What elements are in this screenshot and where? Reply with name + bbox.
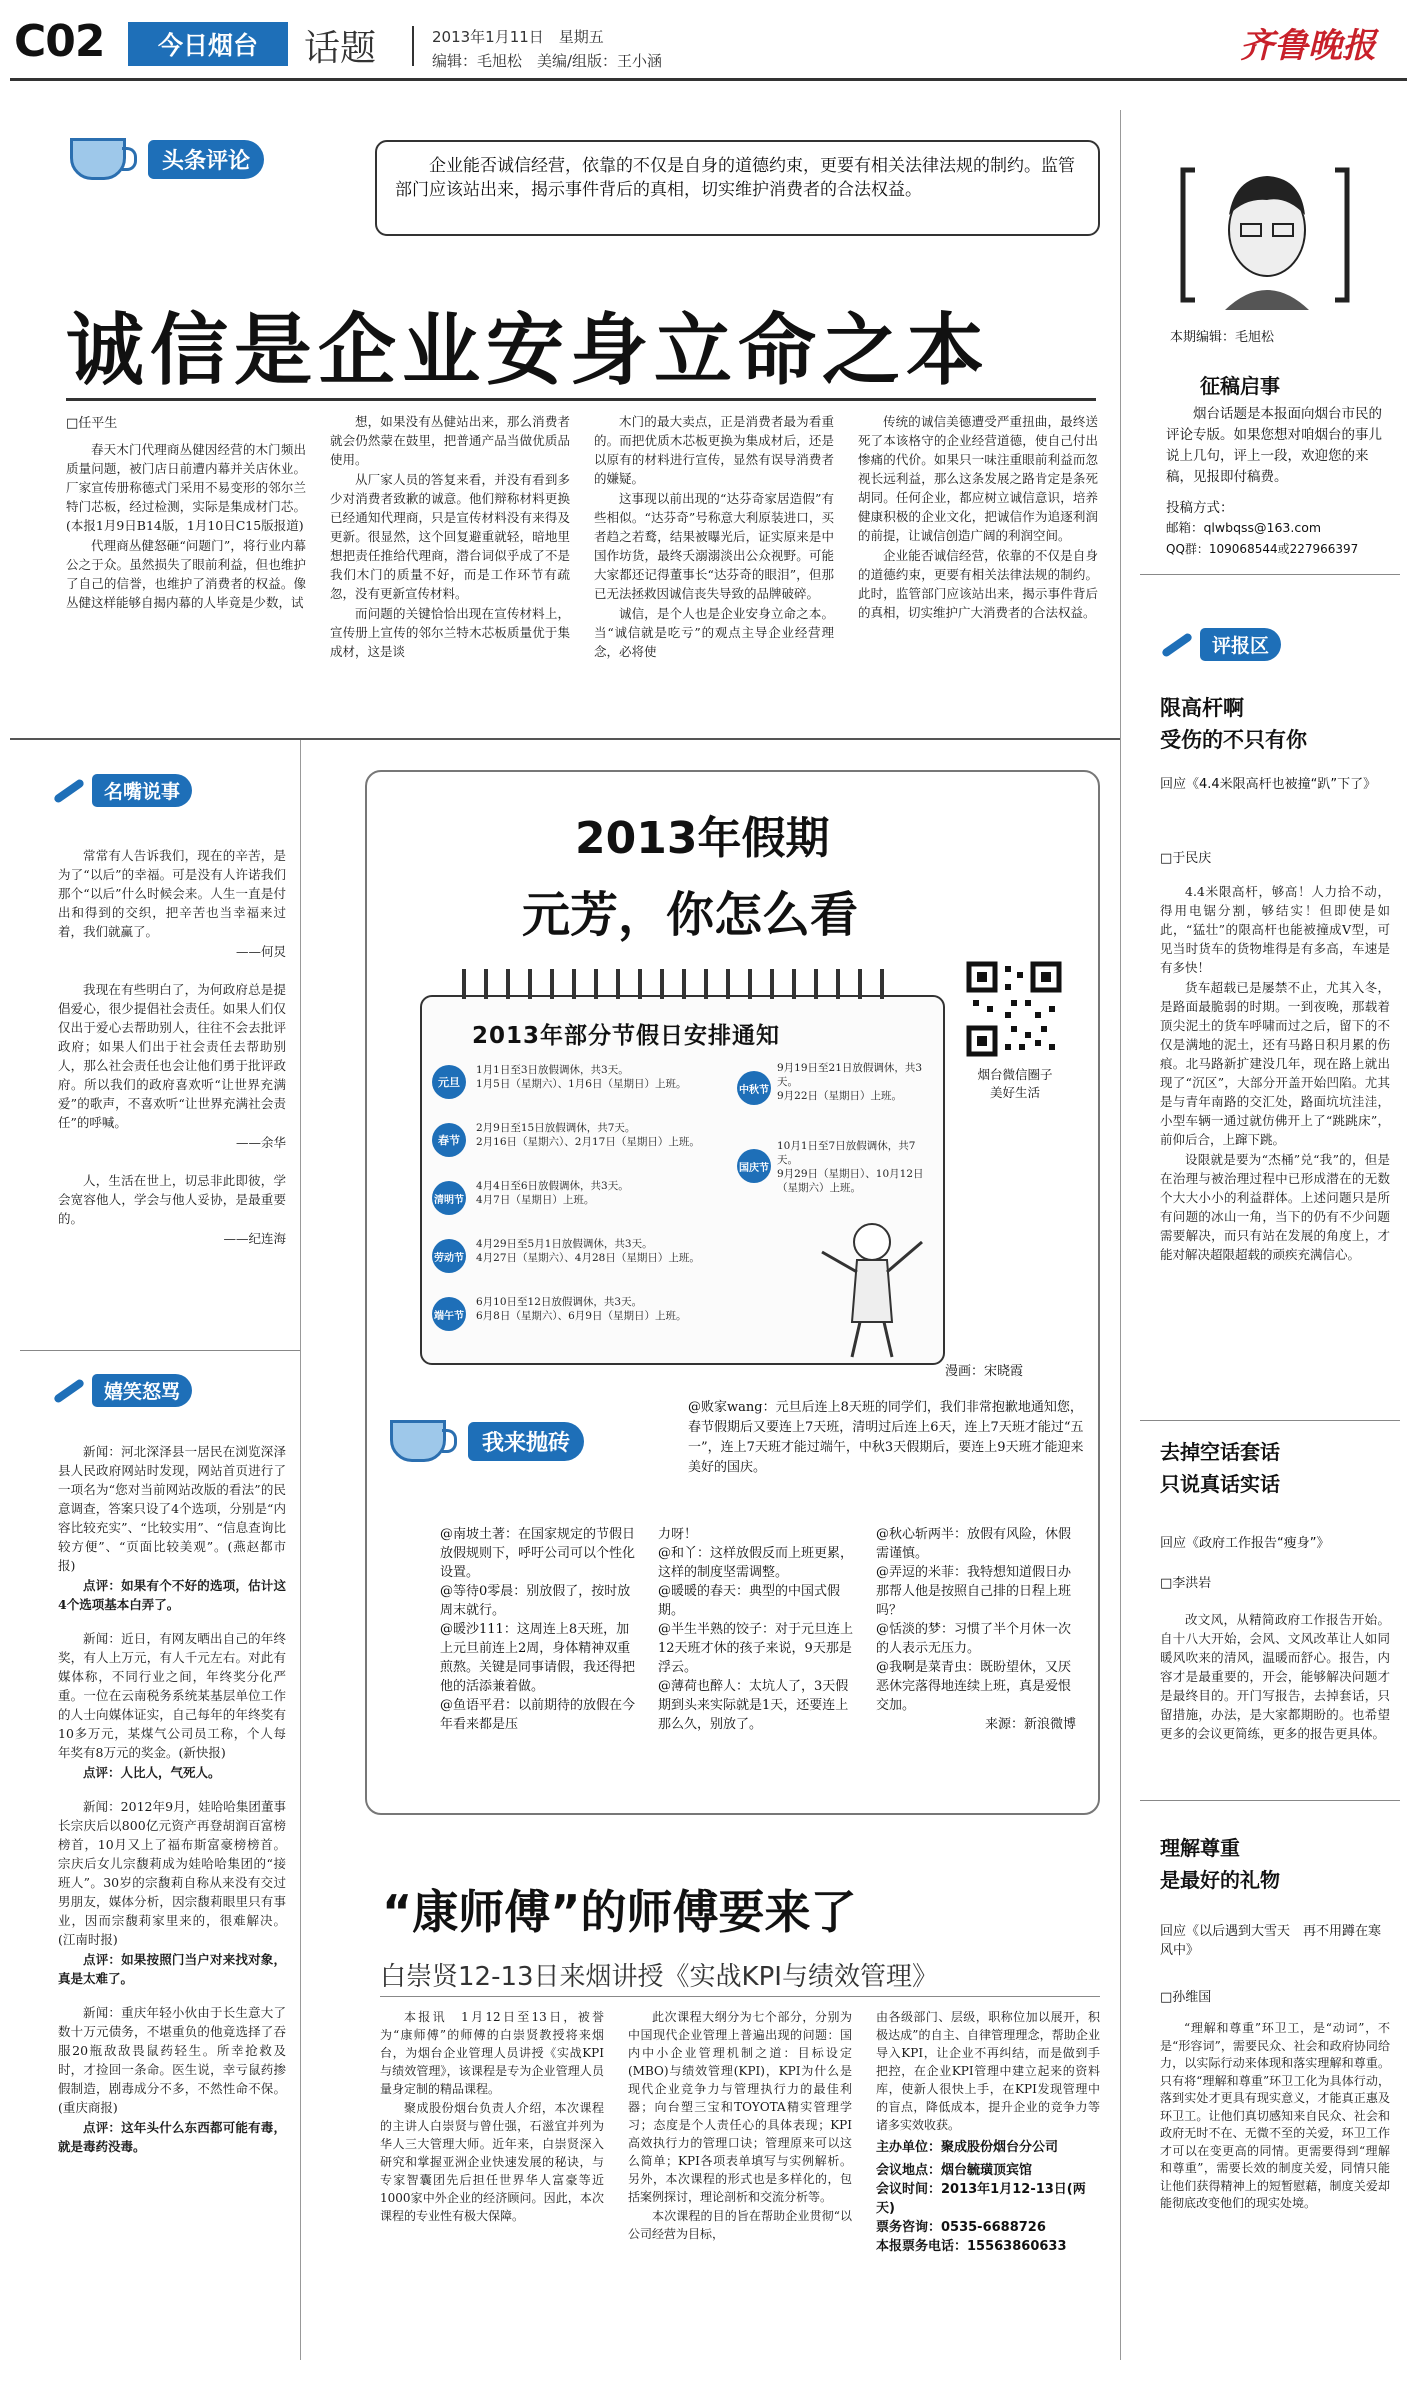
coffee-cup-icon bbox=[390, 1420, 446, 1462]
lead-column-2 bbox=[330, 412, 570, 662]
holiday-list-left bbox=[432, 1059, 732, 1359]
page-number: C02 bbox=[14, 16, 105, 67]
weibo-reply: @南坡土著：在国家规定的节假日放假规则下，呼吁公司可以个性化设置。 bbox=[440, 1527, 636, 1580]
holiday-line: 9月22日（星期日）上班。 bbox=[777, 1090, 903, 1102]
paragraph: 本报讯 1月12日至13日，被誉为“康师傅”的师傅的白崇贤教授将来烟台，为烟台企业管理人员讲授《实战KPI与绩效管理》，该课程是专为企业管理人员量身定制的精品课程。 bbox=[380, 2010, 604, 2096]
holiday-badge: 元旦 bbox=[432, 1065, 466, 1099]
paragraph: “理解和尊重”环卫工，是“动词”，不是“形容词”，需要民众、社会和政府协同给力，以实际行动来体现和落实理解和尊重。只有将“理解和尊重”环卫工化为具体行动，落到实处才更具有现实意义，才能真正惠及环卫工。让他们真切感知来自民众、社会和政府无时不在、无微不至的关爱，环卫工作才可以在变更高的同情。更需要得到“理解和尊重”，需要长效的制度关爱，同情只能让他们获得精神上的短暂慰藉，制度关爱却能彻底改变他们的现实处境。 bbox=[1160, 2021, 1390, 2210]
ad-title: “康师傅”的师傅要来了 bbox=[382, 1885, 857, 1939]
holiday-line: 9月19日至21日放假调休，共3天。 bbox=[777, 1062, 923, 1088]
lead-summary: 企业能否诚信经营，依靠的不仅是自身的道德约束，更要有相关法律法规的制约。监管部门应该站出来，揭示事件背后的真相，切实维护消费者的合法权益。 bbox=[395, 156, 1075, 200]
lead-column-4 bbox=[858, 412, 1098, 623]
review-2-title: 去掉空话套话 只说真话实话 bbox=[1160, 1440, 1280, 1496]
xx-items bbox=[58, 1442, 286, 2157]
holiday-line: 6月10日至12日放假调休，共3天。 bbox=[476, 1296, 643, 1308]
paragraph: 木门的最大卖点，正是消费者最为看重的。而把优质木芯板更换为集成材后，还是以原有的材料进行宣传，显然有误导消费者的嫌疑。 bbox=[594, 414, 834, 486]
ad-column-1 bbox=[380, 2008, 604, 2226]
cartoon-figure-icon bbox=[802, 1212, 942, 1362]
holiday-line: 4月4日至6日放假调休，共3天。 bbox=[476, 1180, 629, 1192]
xx-label-text: 嬉笑怒骂 bbox=[92, 1374, 192, 1407]
pen-icon bbox=[1161, 631, 1193, 657]
holiday-card-title: 2013年部分节假日安排通知 bbox=[472, 1023, 781, 1049]
call-text: 烟台话题是本报面向烟台市民的评论专版。如果您想对咱烟台的事儿说上几句，评上一段，欢迎您的来稿，见报即付稿费。 bbox=[1166, 406, 1382, 485]
coffee-cup-icon bbox=[70, 138, 126, 180]
masthead-logo: 齐鲁晚报 bbox=[1240, 26, 1376, 66]
review-3-ref: 回应《以后遇到大雪天 再不用蹲在寒风中》 bbox=[1160, 1924, 1382, 1958]
paragraph: 这事现以前出现的“达芬奇家居造假”有些相似。“达芬奇”号称意大利原装进口，买者趋之若鹜，结果被曝光后，证实原来是中国作坊货，最终夭溺溺淡出公众视野。可能大家都还记得董事长“达芬奇的眼泪”，但那已无法拯救因诚信丧失导致的品牌破碎。 bbox=[594, 491, 834, 601]
lead-summary-box bbox=[375, 140, 1100, 236]
ad-tickets: 票务咨询：0535-6688726 bbox=[876, 2220, 1046, 2235]
holiday-line: 4月27日（星期六）、4月28日（星期日）上班。 bbox=[476, 1252, 700, 1264]
call-title: 征稿启事 bbox=[1200, 374, 1280, 398]
weibo-reply: @薄荷也醉人：太坑人了，3天假期到头来实际就是1天，还要连上那么久，别放了。 bbox=[658, 1679, 849, 1732]
review-label-text: 评报区 bbox=[1200, 628, 1281, 661]
ad-subtitle: 白崇贤12-13日来烟讲授《实战KPI与绩效管理》 bbox=[380, 1962, 938, 1992]
quote-signature: ——纪连海 bbox=[223, 1231, 286, 1246]
holiday-badge: 劳动节 bbox=[432, 1239, 466, 1273]
editor-portrait bbox=[1175, 160, 1355, 310]
holiday-line: 9月29日（星期日）、10月12日（星期六）上班。 bbox=[777, 1168, 924, 1194]
holiday-line: 6月8日（星期六）、6月9日（星期日）上班。 bbox=[476, 1310, 687, 1322]
news-text: 新闻：近日，有网友晒出自己的年终奖，有人上万元，有人千元左右。对此有媒体称，不同行业之间，年终奖分化严重。一位在云南税务系统某基层单位工作的人士向媒体证实，自己每年的年终奖有10多万元，某煤气公司员工称，个人每年奖有8万元的奖金。(新快报) bbox=[58, 1631, 286, 1760]
news-text: 新闻：2012年9月，娃哈哈集团董事长宗庆后以800亿元资产再登胡润百富榜榜首，10月又上了福布斯富豪榜榜首。宗庆后女儿宗馥莉成为娃哈哈集团的“接班人”。30岁的宗馥莉自称从来没有交过男朋友，媒体分析，因宗馥莉眼里只有事业，因而宗馥莉家里来的，很难解决。(江南时报) bbox=[58, 1799, 286, 1947]
pen-icon bbox=[53, 777, 85, 803]
xx-label bbox=[52, 1374, 192, 1407]
editor-caption: 本期编辑：毛旭松 bbox=[1170, 330, 1275, 345]
contact-email[interactable]: 邮箱：qlwbqss@163.com bbox=[1166, 520, 1322, 535]
ad-phone: 本报票务电话：15563860633 bbox=[876, 2239, 1067, 2254]
news-comment: 点评：如果按照门当户对来找对象，真是太难了。 bbox=[58, 1952, 286, 1986]
paragraph: 诚信，是个人也是企业安身立命之本。当“诚信就是吃亏”的观点主导企业经营理念，必将使 bbox=[594, 606, 834, 659]
mz-quotes bbox=[58, 846, 286, 1249]
holiday-card bbox=[420, 995, 945, 1365]
news-text: 新闻：重庆年轻小伙由于长生意大了数十万元债务，不堪重负的他竟选择了吞服20瓶敌敌畏鼠药轻生。所幸抢救及时，才捡回一条命。医生说，幸亏鼠药掺假制造，剧毒成分不多，不然性命不保。(重庆商报) bbox=[58, 2005, 286, 2115]
feature-title-2: 元芳，你怎么看 bbox=[522, 887, 859, 943]
news-comment: 点评：这年头什么东西都可能有毒，就是毒药没毒。 bbox=[58, 2120, 286, 2154]
wlpz-intro: @败家wang：元旦后连上8天班的同学们，我们非常抱歉地通知您，春节假期后又要连上7天班，清明过后连上6天，连上7天班才能过“五一”，连上7天班才能过端午，中秋3天假期后，要连上9天班才能迎来美好的国庆。 bbox=[688, 1400, 1084, 1475]
weibo-reply: @鱼语平君：以前期待的放假在今年看来都是压 bbox=[440, 1698, 636, 1732]
weibo-reply: @暖沙111：这周连上8天班，加上元旦前连上2周，身体精神双重煎熬。关键是同事请假，我还得把他的活添兼着做。 bbox=[440, 1622, 636, 1694]
ad-time: 会议时间：2013年1月12-13日(两天) bbox=[876, 2182, 1086, 2216]
wlpz-label bbox=[390, 1420, 584, 1462]
ring-binder bbox=[462, 969, 902, 999]
review-2-author: □李洪岩 bbox=[1160, 1576, 1212, 1591]
contact-title: 投稿方式： bbox=[1166, 500, 1234, 516]
review-1-ref: 回应《4.4米限高杆也被撞“趴”下了》 bbox=[1160, 777, 1377, 792]
holiday-badge: 清明节 bbox=[432, 1181, 466, 1215]
paragraph: 想，如果没有丛健站出来，那么消费者就会仍然蒙在鼓里，把普通产品当做优质品使用。 bbox=[330, 414, 570, 467]
mz-label bbox=[52, 774, 192, 807]
paragraph: 由各级部门、层级，职称位加以展开，积极达成”的自主、自律管理理念，帮助企业导入KPI，让企业不再纠结，而是做到手把控，在企业KPI管理中建立起来的资料库，使新人很快上手，在KPI发现管理中的盲点，降低成本，提升企业的竞争力等诸多实效收获。 bbox=[876, 2010, 1100, 2132]
weibo-column-1 bbox=[440, 1525, 640, 1734]
review-2-ref: 回应《政府工作报告“瘦身”》 bbox=[1160, 1536, 1330, 1551]
review-3-author: □孙维国 bbox=[1160, 1990, 1212, 2005]
review-1-author: □于民庆 bbox=[1160, 851, 1212, 866]
paragraph: 传统的诚信美德遭受严重扭曲，最终送死了本该格守的企业经营道德，使自己付出惨痛的代价。如果只一味注重眼前利益而忽视长远利益，那么这条发展之路肯定是条死胡同。任何企业，都应树立诚信意识，培养健康积极的企业文化，把诚信作为追逐利润的前提，让诚信创造广阔的利润空间。 bbox=[858, 414, 1098, 543]
review-1-title: 限高杆啊 受伤的不只有你 bbox=[1160, 696, 1307, 752]
weibo-reply: @和丫：这样放假反而上班更累，这样的制度坚需调整。 bbox=[658, 1546, 854, 1580]
lead-column-3 bbox=[594, 412, 834, 662]
paragraph: 4.4米限高杆，够高！人力拾不动，得用电锯分割，够结实！但即使是如此，“猛壮”的限高杆也能被撞成V型，可见当时货车的货物堆得是有多高，车速是有多快！ bbox=[1160, 884, 1390, 975]
weibo-reply: @暖暖的春天：典型的中国式假期。 bbox=[658, 1584, 841, 1618]
paragraph: 此次课程大纲分为七个部分，分别为中国现代企业管理上普遍出现的问题：国内中小企业管理机制之道：目标设定(MBO)与绩效管理(KPI)，KPI为什么是现代企业竞争力与管理执行力的最佳利器；向台塑三宝和TOYOTA精实管理学习；态度是个人责任心的具体表现；KPI高效执行力的管理口诀；管理原来可以这么简单；KPI各项表单填写与实例解析。另外，本次课程的形式也是多样化的，包括案例探讨，理论剖析和交流分析等。 bbox=[628, 2010, 852, 2204]
wlpz-label-text: 我来抛砖 bbox=[468, 1422, 584, 1461]
paragraph: 代理商丛健怒砸“问题门”，将行业内幕公之于众。虽然损失了眼前利益，但也维护了自己的信誉，也维护了消费者的权益。像丛健这样能够自揭内幕的人毕竟是少数，试 bbox=[66, 538, 306, 610]
review-label bbox=[1160, 628, 1281, 661]
weibo-reply: @半生半熟的饺子：对于元旦连上12天班才休的孩子来说，9天那是浮云。 bbox=[658, 1622, 854, 1675]
review-3-title: 理解尊重 是最好的礼物 bbox=[1160, 1836, 1280, 1892]
ad-column-2 bbox=[628, 2008, 852, 2244]
holiday-line: 10月1日至7日放假调休，共7天。 bbox=[777, 1140, 916, 1166]
ad-column-3 bbox=[876, 2008, 1100, 2256]
topic-name: 话题 bbox=[304, 28, 377, 69]
holiday-list-right bbox=[737, 1059, 937, 1209]
issue-editors: 编辑：毛旭松 美编/组版：王小涵 bbox=[432, 52, 663, 70]
news-comment: 点评：如果有个不好的选项，估计这4个选项基本白弄了。 bbox=[58, 1578, 286, 1612]
quote-text: 我现在有些明白了，为何政府总是提倡爱心，很少提倡社会责任。如果人们仅仅出于爱心去帮助别人，往往不会去批评政府；如果人们出于社会责任去帮助别人，那么社会责任也会让他们勇于批评政府。所以我们的政府喜欢听“让世界充满爱”的歌声，不喜欢听“让世界充满社会责任”的呼喊。 bbox=[58, 982, 286, 1130]
review-2-body bbox=[1160, 1610, 1390, 1744]
paragraph: 春天木门代理商丛健因经营的木门频出质量问题，被门店日前遭内幕并关店休业。厂家宣传册称德式门采用不易变形的邻尔兰特门芯板，经过检测，实际是集成材门芯。(本报1月9日B14版，1月10日C15版报道) bbox=[66, 442, 306, 533]
qr-caption: 烟台微信圈子 美好生活 bbox=[977, 1067, 1053, 1100]
paragraph: 聚成股份烟台负责人介绍，本次课程的主讲人白崇贤与曾仕强，石滋宜并列为华人三大管理大师。近年来，白崇贤深入研究和掌握亚洲企业快速发展的秘诀，与专家智囊团先后担任世界华人富豪等近1000家中外企业的经济顾问。因此，本次课程的专业性有极大保障。 bbox=[380, 2101, 604, 2223]
weibo-reply: @等待0零晨：别放假了，按时放周末就行。 bbox=[440, 1584, 631, 1618]
page-header bbox=[0, 0, 1417, 78]
quote-text: 人，生活在世上，切忌非此即彼，学会宽容他人，学会与他人妥协，是最重要的。 bbox=[58, 1173, 286, 1226]
holiday-line: 4月7日（星期日）上班。 bbox=[476, 1194, 595, 1206]
ad-host: 主办单位：聚成股份烟台分公司 bbox=[876, 2140, 1059, 2155]
holiday-line: 1月1日至3日放假调休，共3天。 bbox=[476, 1064, 629, 1076]
lead-author: □任平生 bbox=[66, 416, 118, 431]
review-1-body bbox=[1160, 882, 1390, 1265]
holiday-line: 2月9日至15日放假调休，共7天。 bbox=[476, 1122, 636, 1134]
cartoon-credit: 漫画：宋晓霞 bbox=[945, 1364, 1024, 1379]
holiday-badge: 国庆节 bbox=[737, 1149, 771, 1183]
paragraph: 货车超载已是屡禁不止，尤其入冬，是路面最脆弱的时期。一到夜晚，那载着顶尖泥土的货车呼啸而过之后，留下的不仅是满地的泥土，还有马路日积月累的伤痕。北马路新扩建没几年，现在路上就出现了“沉区”，大部分开盖开始凹陷。尤其是与青年南路的交汇处，路面坑坑洼洼，小型车辆一通过就仿佛开上了“跳跳床”，前仰后合，上蹿下跳。 bbox=[1160, 980, 1390, 1147]
weibo-reply: @弄逗的米菲：我特想知道假日办那帮人他是按照自己排的日程上班吗？ bbox=[876, 1565, 1072, 1618]
weibo-reply: @我啊是菜青虫：既盼望休，又厌恶休完落得地连续上班，真是爱恨交加。 bbox=[876, 1660, 1072, 1713]
paragraph: 设限就是要为“杰桶”兑“我”的，但是在治理与被治理过程中已形成潜在的无数个大大小小的利益群体。上述问题只是所有问题的冰山一角，当下的仍有不少问题需要解决，而只有站在发展的角度上，才能对解决超限超载的顽疾充满信心。 bbox=[1160, 1152, 1390, 1262]
paragraph: 而问题的关键恰恰出现在宣传材料上，宣传册上宣传的邻尔兰特木芯板质量优于集成材，这是谈 bbox=[330, 606, 570, 659]
lead-label-text: 头条评论 bbox=[148, 140, 264, 179]
holiday-line: 2月16日（星期六）、2月17日（星期日）上班。 bbox=[476, 1136, 700, 1148]
pen-icon bbox=[53, 1377, 85, 1403]
lead-label bbox=[70, 138, 264, 180]
feature-title-1: 2013年假期 bbox=[575, 813, 830, 864]
holiday-badge: 中秋节 bbox=[737, 1071, 771, 1105]
weibo-reply: @秋心斩两半：放假有风险，休假需谨慎。 bbox=[876, 1527, 1072, 1561]
review-3-body bbox=[1160, 2020, 1390, 2214]
weibo-column-2 bbox=[658, 1525, 858, 1734]
ad-venue: 会议地点：烟台毓璜顶宾馆 bbox=[876, 2163, 1033, 2178]
paragraph: 改文风，从精简政府工作报告开始。自十八大开始，会风、文风改革让人如同暖风吹来的清风，温暖而舒心。报告，内容才是最重要的，开会，能够解决问题才是最终目的。开门写报告，去掉套话，只留措施，办法，是大家都期盼的。也希望更多的会议更简练，更多的报告更具体。 bbox=[1160, 1612, 1390, 1741]
lead-headline: 诚信是企业安身立命之本 bbox=[66, 306, 991, 396]
paragraph: 本次课程的目的旨在帮助企业贯彻“以公司经营为目标， bbox=[628, 2209, 852, 2241]
lead-column-1 bbox=[66, 440, 306, 613]
holiday-badge: 端午节 bbox=[432, 1297, 466, 1331]
quote-signature: ——何炅 bbox=[235, 944, 286, 959]
paragraph: 从厂家人员的答复来看，并没有看到多少对消费者致歉的诚意。他们辩称材料更换已经通知代理商，只是宣传材料没有来得及更新。很显然，这个回复避重就轻，暗地里想把责任推给代理商，潜台词似乎成了不是我们木门的质量不好，而是工作环节有疏忽，没有更新宣传材料。 bbox=[330, 472, 570, 601]
contact-qq: QQ群：109068544或227966397 bbox=[1166, 542, 1359, 556]
section-name: 今日烟台 bbox=[128, 22, 288, 66]
mz-label-text: 名嘴说事 bbox=[92, 774, 192, 807]
holiday-line: 1月5日（星期六）、1月6日（星期日）上班。 bbox=[476, 1078, 687, 1090]
paragraph: 企业能否诚信经营，依靠的不仅是自身的道德约束，更要有相关法律法规的制约。此时，监管部门应该站出来，揭示事件背后的真相，切实维护广大消费者的合法权益。 bbox=[858, 548, 1098, 620]
weibo-reply: @恬淡的梦：习惯了半个月休一次的人表示无压力。 bbox=[876, 1622, 1072, 1656]
editor-avatar-icon bbox=[1175, 160, 1355, 310]
holiday-badge: 春节 bbox=[432, 1123, 466, 1157]
weibo-reply: 力呀！ bbox=[658, 1527, 698, 1542]
news-text: 新闻：河北深泽县一居民在浏览深泽县人民政府网站时发现，网站首页进行了一项名为“您对当前网站改版的看法”的民意调查，答案只设了4个选项，分别是“内容比较充实”、“比较实用”、“信息查询比较方便”、“页面比较美观”。(燕赵都市报) bbox=[58, 1444, 286, 1573]
news-comment: 点评：人比人，气死人。 bbox=[83, 1765, 221, 1780]
weibo-source: 来源：新浪微博 bbox=[984, 1717, 1076, 1732]
weibo-column-3 bbox=[876, 1525, 1076, 1734]
quote-signature: ——余华 bbox=[235, 1135, 286, 1150]
issue-date: 2013年1月11日 星期五 bbox=[432, 28, 604, 46]
holiday-line: 4月29日至5月1日放假调休，共3天。 bbox=[476, 1238, 653, 1250]
qr-code-icon bbox=[965, 960, 1063, 1058]
quote-text: 常常有人告诉我们，现在的辛苦，是为了“以后”的幸福。可是没有人许诺我们那个“以后”什么时候会来。人生一直是付出和得到的交织，把辛苦也当幸福来过着，我们就赢了。 bbox=[58, 848, 286, 939]
